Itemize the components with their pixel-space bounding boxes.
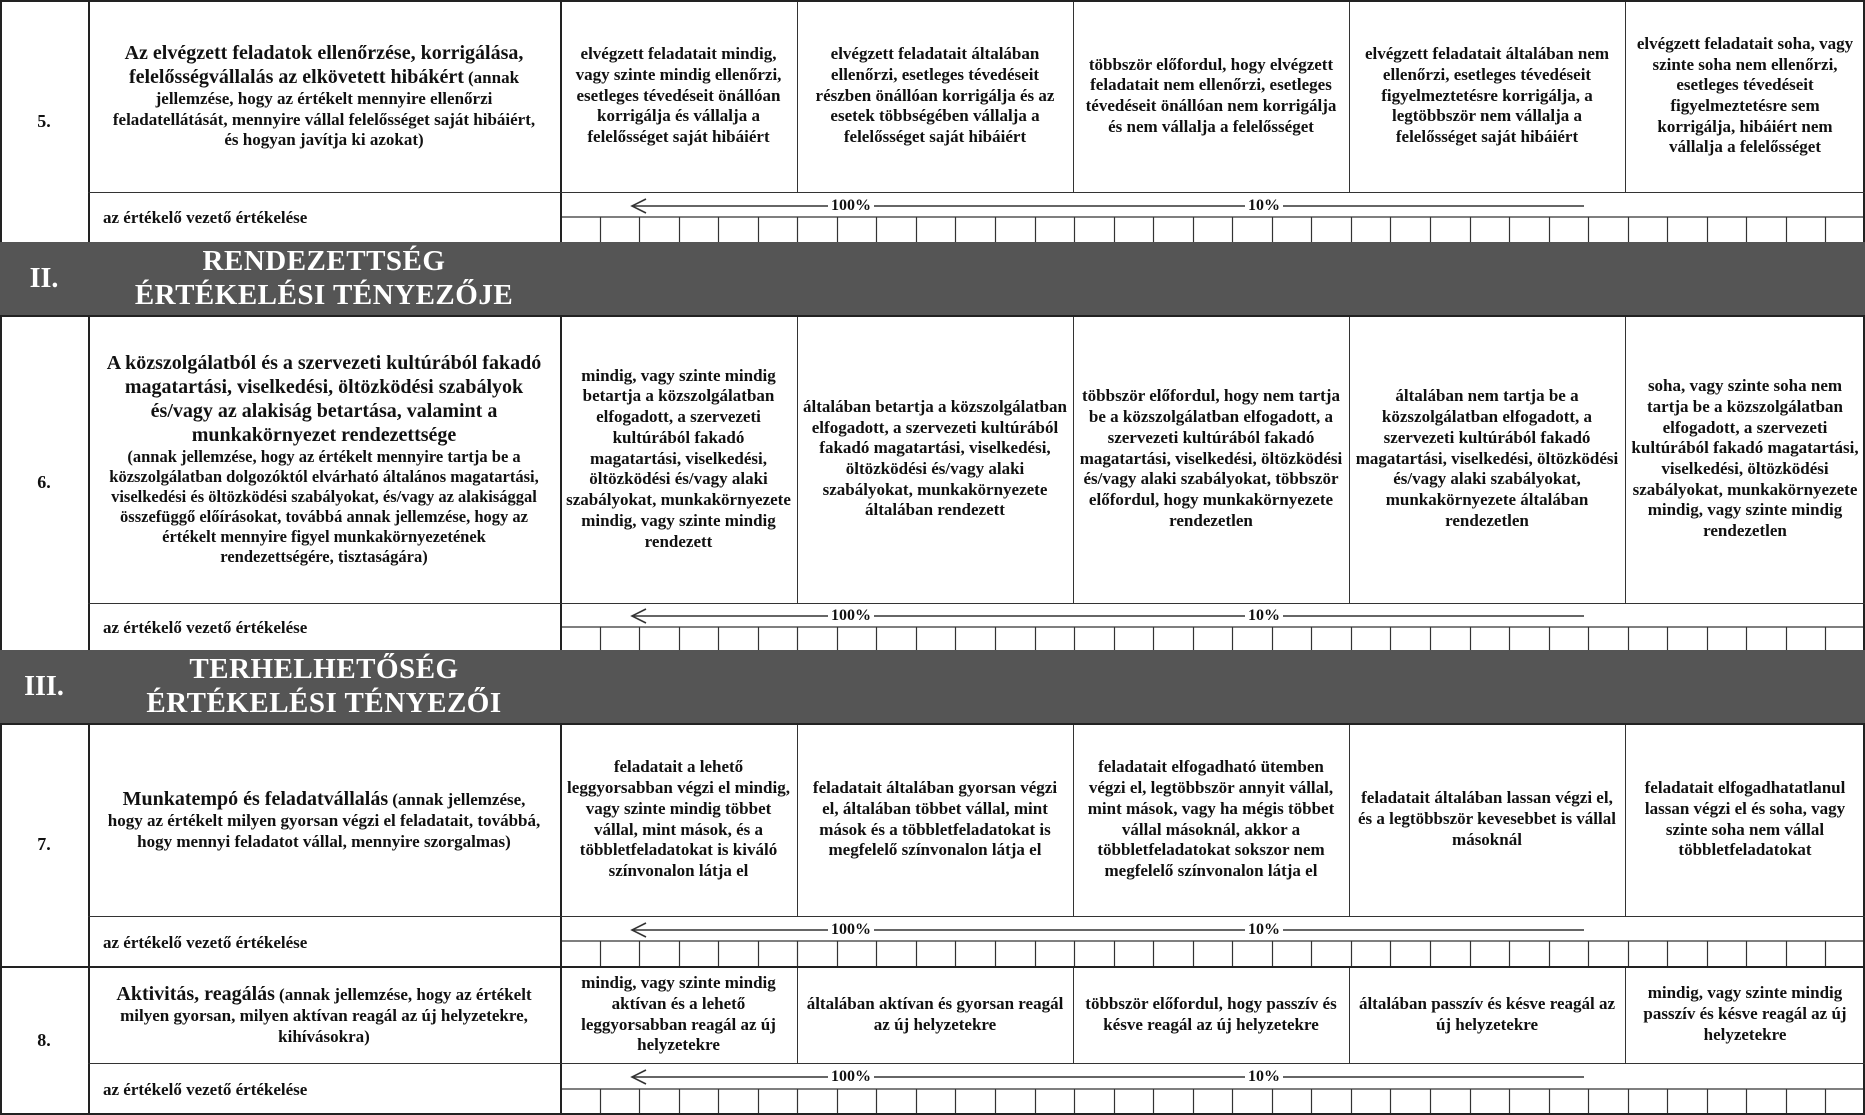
criterion-text <box>88 315 560 603</box>
row-number: 8. <box>37 1030 51 1050</box>
level-description: általában betartja a közszolgálatban elfogadott, a szervezeti kultúrából fakadó magatartási, viselkedési, öltözködési és/vagy alaki szabályokat, munkakörnyezete általában rendezett <box>803 396 1067 520</box>
level-description: mindig, vagy szinte mindig betartja a közszolgálatban elfogadott, a szervezeti kultúrából fakadó magatartási, viselkedési, öltözködési és/vagy alaki szabályokat, munkakörnyezete mindig, vagy szinte mindig rendezett <box>566 365 791 551</box>
row-number: 6. <box>37 472 51 492</box>
rating-grid[interactable] <box>560 916 1865 966</box>
criterion-detail: (annak jellemzése, hogy az értékelt milyen gyorsan, milyen aktívan reagál az új helyzetekre, kihívásokra) <box>120 984 532 1046</box>
scale-high-label: 100% <box>828 923 874 937</box>
rating-grid[interactable] <box>560 192 1865 242</box>
section-number: II. <box>29 262 59 294</box>
scale-high-label: 100% <box>828 609 874 623</box>
section-banner <box>0 242 1865 315</box>
level-description: általában aktívan és gyorsan reagál az új helyzetekre <box>806 993 1064 1034</box>
scale-low-label: 10% <box>1245 199 1283 213</box>
criterion-detail: (annak jellemzése, hogy az értékelt mennyire ellenőrzi feladatellátását, mennyire vállal felelősséget saját hibáiért, és hogyan javítja ki azokat) <box>112 67 536 150</box>
scale-high-label: 100% <box>828 1070 874 1084</box>
criterion-title: Aktivitás, reagálás <box>116 982 275 1005</box>
section-number: III. <box>24 670 64 702</box>
scale-high-label: 100% <box>828 199 874 213</box>
level-description: többször előfordul, hogy elvégzett feladatait nem ellenőrzi, esetleges tévedéseit önállóan nem korrigálja és nem vállalja a felelősséget <box>1085 54 1337 136</box>
level-description: elvégzett feladatait általában ellenőrzi, esetleges tévedéseit részben önállóan korrigálja és az esetek többségében vállalja a felelősséget saját hibáiért <box>815 44 1055 147</box>
level-description: feladatait elfogadhatatlanul lassan végzi el és soha, vagy szinte soha nem vállal többletfeladatokat <box>1644 778 1846 860</box>
criterion-detail: (annak jellemzése, hogy az értékelt mennyire tartja be a közszolgálatban dolgozóktól elvárható általános magatartási, viselkedési és öltözködési szabályokat, és/vagy az alakisággal összefüggő előírásokat, továbbá annak jellemzése, hogy az értékelt mennyire figyel munkakörnyezetének rendezettségére, tisztaságára) <box>109 446 539 567</box>
level-description: általában passzív és késve reagál az új helyzetekre <box>1358 993 1616 1034</box>
criterion-text <box>88 966 560 1063</box>
scale-low-label: 10% <box>1245 1070 1283 1084</box>
level-description: többször előfordul, hogy nem tartja be a közszolgálatban elfogadott, a szervezeti kultúrából fakadó magatartási, viselkedési, öltözködési és/vagy alaki szabályokat, többször előfordul, hogy munkakörnyezete rendezetlen <box>1079 386 1343 530</box>
evaluator-label: az értékelő vezető értékelése <box>103 618 308 637</box>
level-description: feladatait általában lassan végzi el, és a legtöbbször kevesebbet is vállal másoknál <box>1358 788 1616 849</box>
level-description: elvégzett feladatait soha, vagy szinte soha nem ellenőrzi, esetleges tévedéseit figyelmeztetésre sem korrigálja, hibáiért nem vállalja a felelősséget <box>1636 33 1854 157</box>
section-title: RENDEZETTSÉG ÉRTÉKELÉSI TÉNYEZŐJE <box>134 245 514 311</box>
level-description: mindig, vagy szinte mindig passzív és késve reagál az új helyzetekre <box>1643 983 1847 1044</box>
criterion-detail: (annak jellemzése, hogy az értékelt milyen gyorsan végzi el feladatait, továbbá, hogy mennyi feladatot vállal, mennyire szorgalmas) <box>107 789 541 851</box>
criterion-title: Munkatempó és feladatvállalás <box>122 787 389 810</box>
scale-low-label: 10% <box>1245 609 1283 623</box>
level-description: többször előfordul, hogy passzív és késve reagál az új helyzetekre <box>1085 993 1337 1034</box>
rating-scale[interactable] <box>560 192 1865 242</box>
evaluator-label: az értékelő vezető értékelése <box>103 208 308 227</box>
scale-low-label: 10% <box>1245 923 1283 937</box>
level-description: soha, vagy szinte soha nem tartja be a közszolgálatban elfogadott, a szervezeti kultúrából fakadó magatartási, viselkedési, öltözködési szabályokat, munkakörnyezete mindig, vagy szinte mindig rendezetlen <box>1631 376 1859 541</box>
evaluator-label: az értékelő vezető értékelése <box>103 933 308 952</box>
rating-grid[interactable] <box>560 603 1865 650</box>
level-description: általában nem tartja be a közszolgálatban elfogadott, a szervezeti kultúrából fakadó magatartási, viselkedési, öltözködési és/vagy alaki szabályokat, munkakörnyezete általában rendezetlen <box>1355 386 1619 530</box>
level-description: elvégzett feladatait általában nem ellenőrzi, esetleges tévedéseit figyelmeztetésre korrigálja, a legtöbbször nem vállalja a felelősséget saját hibáiért <box>1364 44 1610 147</box>
criterion-title: A közszolgálatból és a szervezeti kultúrából fakadó magatartási, viselkedési, öltözködési szabályok és/vagy az alakiság betartása, valamint a munkakörnyezet rendezettsége <box>106 351 542 446</box>
rating-scale[interactable] <box>560 1063 1865 1115</box>
evaluator-label: az értékelő vezető értékelése <box>103 1080 308 1099</box>
rating-scale[interactable] <box>560 603 1865 650</box>
row-number: 7. <box>37 834 51 854</box>
section-banner <box>0 650 1865 723</box>
criterion-text <box>88 0 560 192</box>
criterion-text <box>88 723 560 916</box>
section-title: TERHELHETŐSÉG ÉRTÉKELÉSI TÉNYEZŐI <box>146 653 502 719</box>
level-description: feladatait a lehető leggyorsabban végzi el mindig, vagy szinte mindig többet vállal, mint mások, és a többletfeladatokat is kiváló színvonalon látja el <box>567 757 790 880</box>
row-number: 5. <box>37 110 51 131</box>
level-description: feladatait elfogadható ütemben végzi el, legtöbbször annyit vállal, mint mások, vagy ha mégis többet vállal másoknál, akkor a többletfeladatokat sokszor nem megfelelő színvonalon látja el <box>1087 757 1335 880</box>
level-description: feladatait általában gyorsan végzi el, általában többet vállal, mint mások és a többletfeladatokat is megfelelő színvonalon látja el <box>812 778 1058 860</box>
rating-scale[interactable] <box>560 916 1865 966</box>
level-description: elvégzett feladatait mindig, vagy szinte mindig ellenőrzi, esetleges tévedéseit önállóan korrigálja és vállalja a felelősséget saját hibáiért <box>575 44 782 147</box>
level-description: mindig, vagy szinte mindig aktívan és a lehető leggyorsabban reagál az új helyzetekre <box>581 973 776 1055</box>
criterion-title: Az elvégzett feladatok ellenőrzése, korrigálása, felelősségvállalás az elkövetett hibákért <box>124 41 524 88</box>
rating-grid[interactable] <box>560 1063 1865 1115</box>
